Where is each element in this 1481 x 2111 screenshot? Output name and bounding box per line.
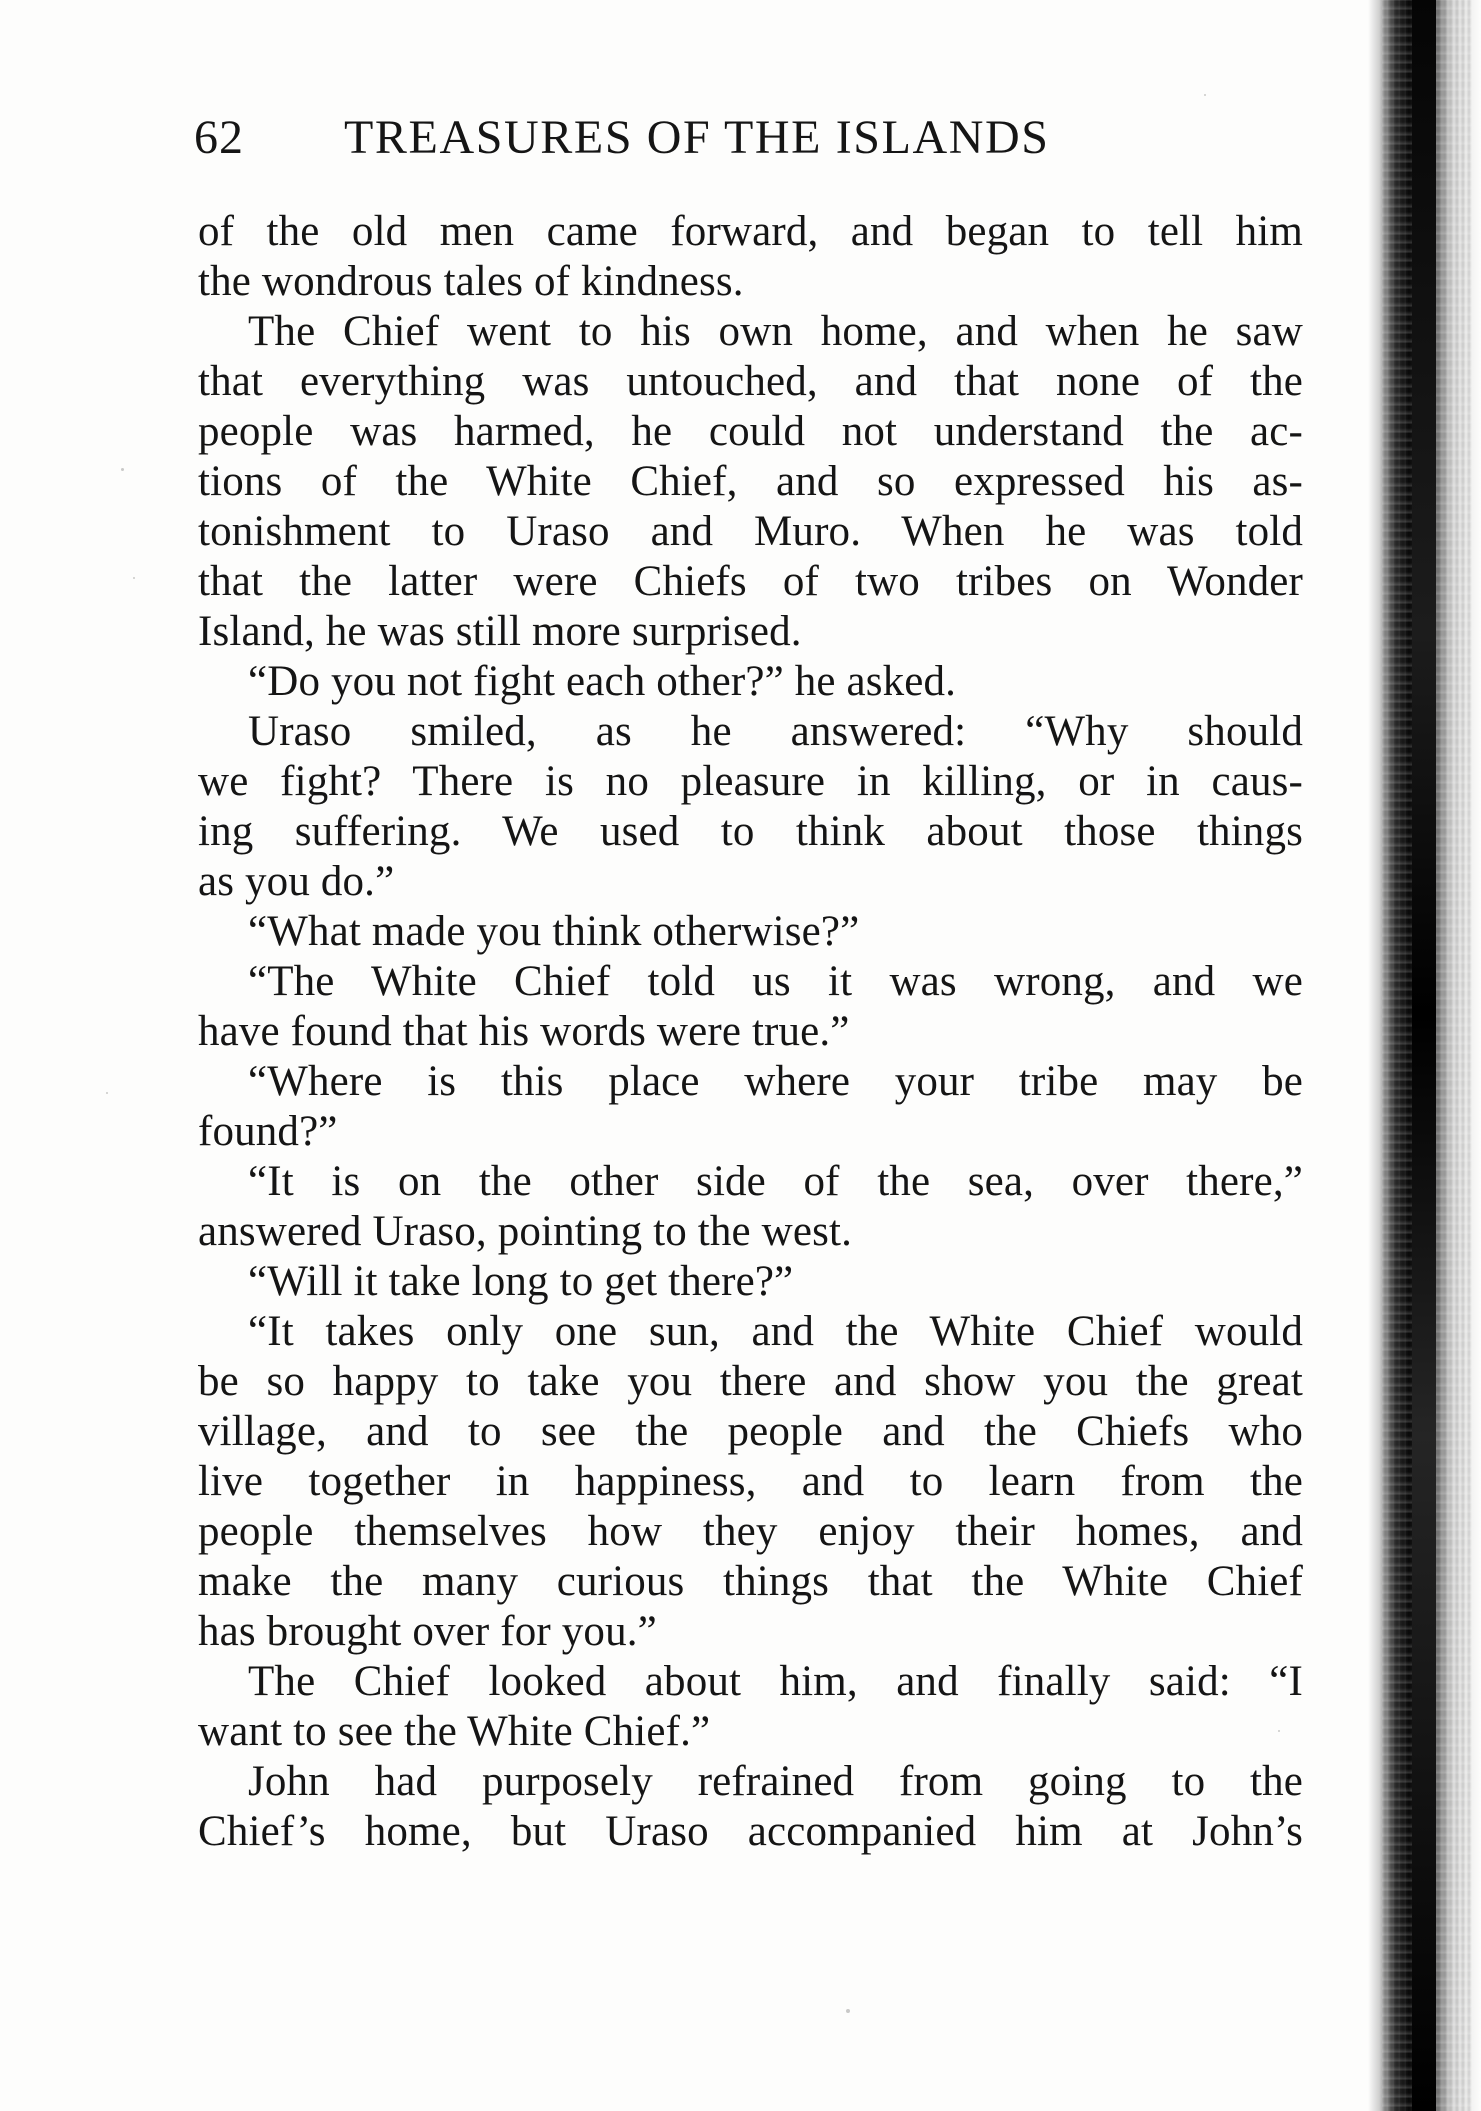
text-line: answered Uraso, pointing to the west. [198,1208,852,1255]
binding-dark-band [1412,0,1436,2111]
text-line: Uraso smiled, as he answered: “Why should [248,708,1303,755]
text-line: “Where is this place where your tribe may be [248,1058,1303,1105]
paper-speck [1204,94,1206,96]
text-line: make the many curious things that the White Chief [198,1558,1303,1605]
text-line: tions of the White Chief, and so expressed his as- [198,458,1303,505]
paper-speck [846,2009,850,2013]
text-line: The Chief looked about him, and finally said: “I [248,1658,1303,1705]
text-line: Chief’s home, but Uraso accompanied him at John’s [198,1808,1303,1855]
text-line: people themselves how they enjoy their homes, and [198,1508,1303,1555]
text-line: “It is on the other side of the sea, over there,” [248,1158,1303,1205]
text-line: the wondrous tales of kindness. [198,258,744,305]
page-number: 62 [194,111,244,164]
page-header [194,108,1294,168]
paper-speck [121,468,124,471]
paper-speck [106,1092,108,1094]
text-line: have found that his words were true.” [198,1008,850,1055]
text-line: “Do you not fight each other?” he asked. [248,658,957,705]
text-line: found?” [198,1108,338,1155]
text-line: The Chief went to his own home, and when he saw [248,308,1303,355]
text-line: has brought over for you.” [198,1608,657,1655]
paper-speck [133,577,135,579]
text-line: John had purposely refrained from going to the [248,1758,1303,1805]
text-line: that the latter were Chiefs of two tribes on Wonder [198,558,1303,605]
running-head: TREASURES OF THE ISLANDS [344,111,1050,164]
text-line: “The White Chief told us it was wrong, and we [248,958,1303,1005]
text-line: “Will it take long to get there?” [248,1258,794,1305]
text-line: want to see the White Chief.” [198,1708,711,1755]
text-line: village, and to see the people and the Chiefs who [198,1408,1303,1455]
text-line: be so happy to take you there and show you the great [198,1358,1303,1405]
text-line: as you do.” [198,858,395,905]
text-line: of the old men came forward, and began to tell him [198,208,1303,255]
text-line: “What made you think otherwise?” [248,908,860,955]
text-line: Island, he was still more surprised. [198,608,802,655]
text-line: we fight? There is no pleasure in killing, or in caus- [198,758,1303,805]
body-text [198,207,1303,1857]
text-line: people was harmed, he could not understand the ac- [198,408,1303,455]
text-line: that everything was untouched, and that none of the [198,358,1303,405]
text-line: ing suffering. We used to think about those things [198,808,1303,855]
text-line: live together in happiness, and to learn from the [198,1458,1303,1505]
text-line: “It takes only one sun, and the White Chief would [248,1308,1303,1355]
text-line: tonishment to Uraso and Muro. When he was told [198,508,1303,555]
